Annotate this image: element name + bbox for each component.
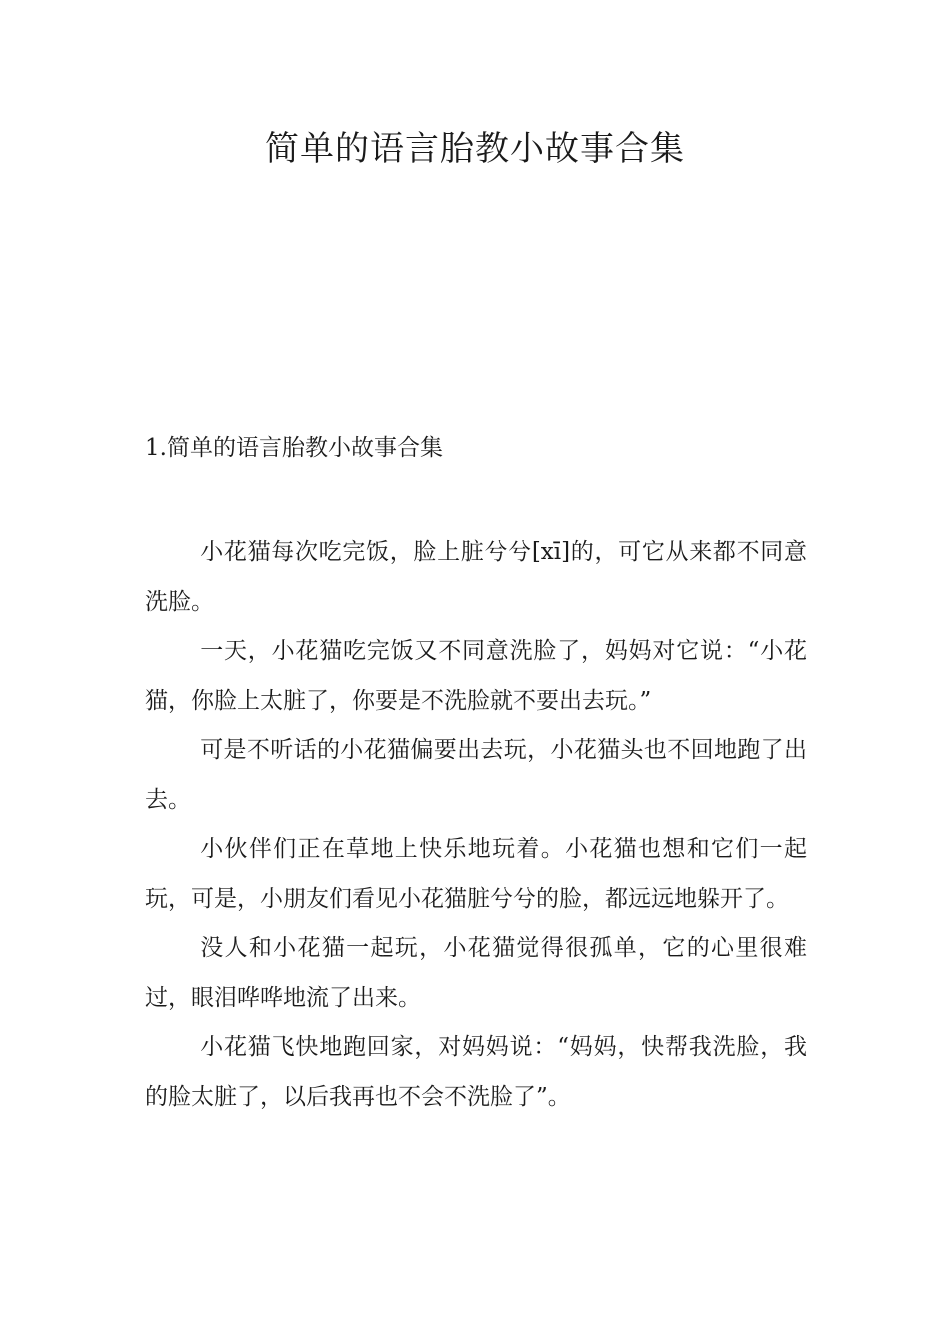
section-heading: 1.简单的语言胎教小故事合集 bbox=[145, 435, 443, 461]
paragraph: 可是不听话的小花猫偏要出去玩，小花猫头也不回地跑了出去。 bbox=[145, 737, 807, 813]
paragraph: 没人和小花猫一起玩，小花猫觉得很孤单，它的心里很难过，眼泪哗哗地流了出来。 bbox=[145, 935, 807, 1011]
document-title: 简单的语言胎教小故事合集 bbox=[265, 129, 685, 169]
story-body bbox=[145, 528, 807, 1122]
paragraph: 小伙伴们正在草地上快乐地玩着。小花猫也想和它们一起玩，可是，小朋友们看见小花猫脏兮兮的脸，都远远地躲开了。 bbox=[145, 836, 807, 912]
paragraph: 小花猫飞快地跑回家，对妈妈说：“妈妈，快帮我洗脸，我的脸太脏了，以后我再也不会不洗脸了”。 bbox=[145, 1034, 807, 1110]
paragraph: 一天，小花猫吃完饭又不同意洗脸了，妈妈对它说：“小花猫，你脸上太脏了，你要是不洗脸就不要出去玩。” bbox=[145, 638, 807, 714]
paragraph: 小花猫每次吃完饭，脸上脏兮兮[xī]的，可它从来都不同意洗脸。 bbox=[145, 539, 807, 615]
